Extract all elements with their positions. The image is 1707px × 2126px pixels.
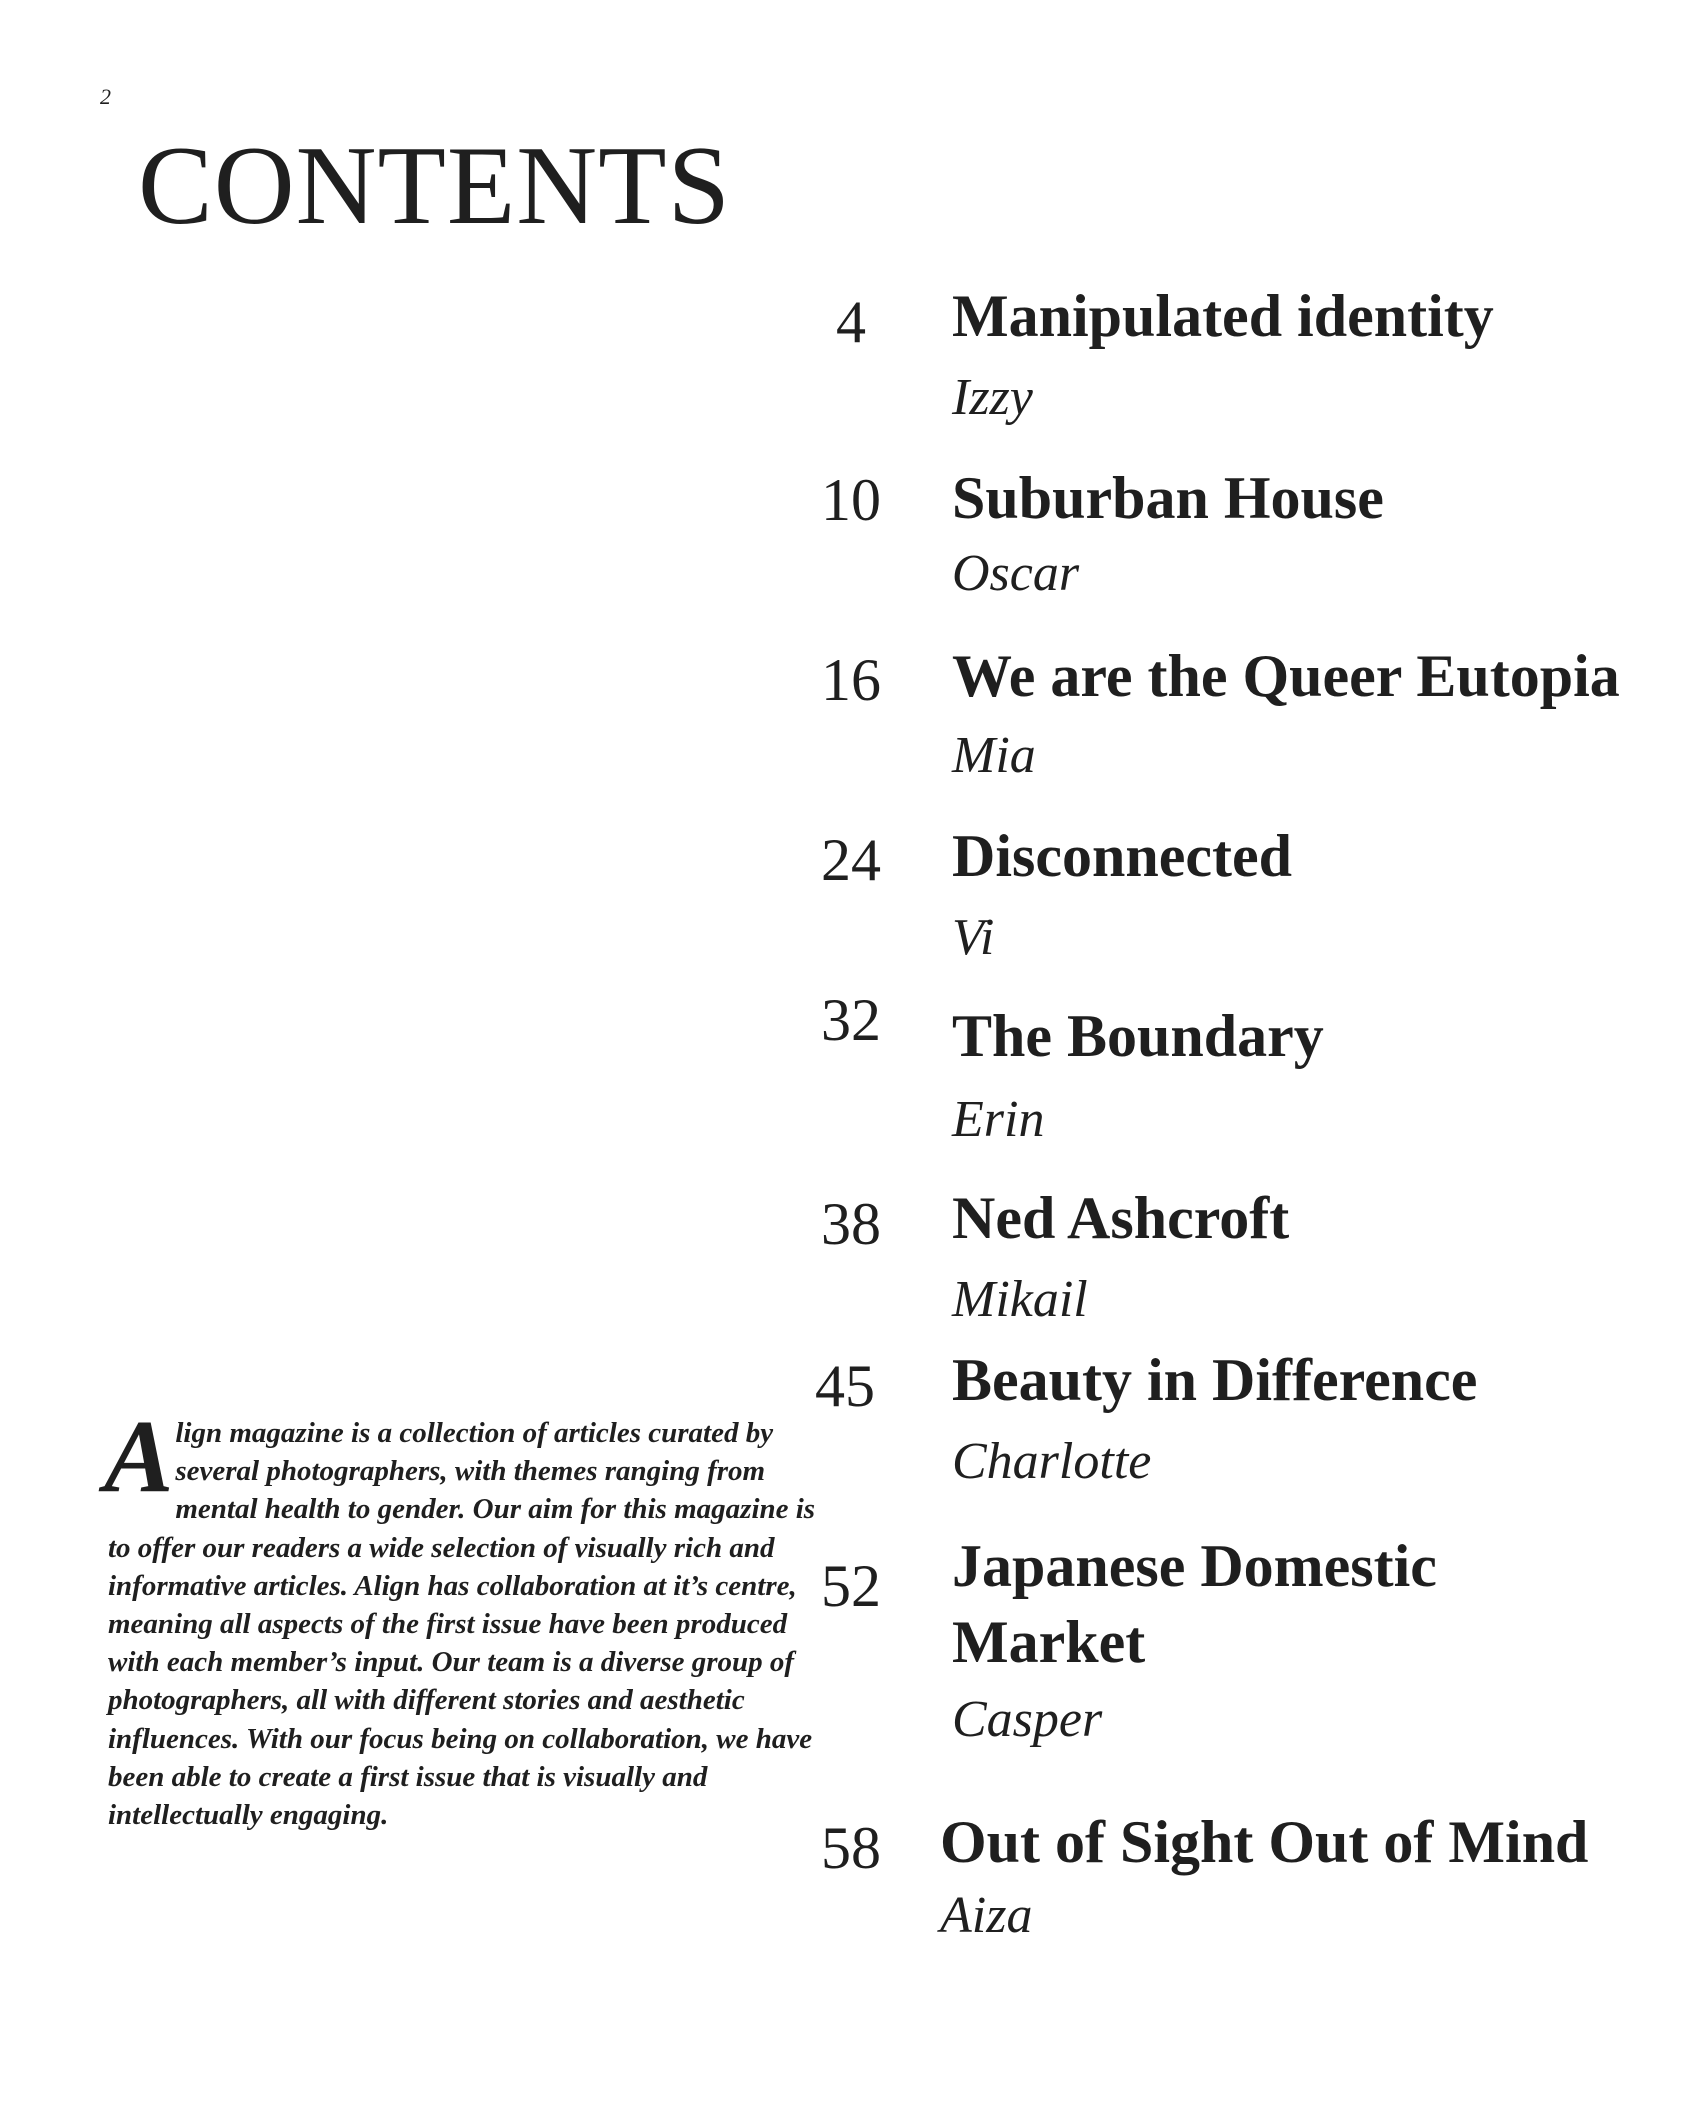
toc-page-number: 10 [821, 467, 881, 533]
toc-author: Casper [952, 1691, 1103, 1748]
page-number: 2 [100, 84, 111, 109]
toc-page-number: 32 [821, 987, 881, 1053]
drop-cap: A [104, 1399, 174, 1514]
toc-author: Mikail [952, 1271, 1088, 1328]
toc-article-title: Beauty in Difference [952, 1347, 1478, 1413]
toc-article-title: We are the Queer Eutopia [952, 643, 1620, 709]
toc-author: Oscar [952, 545, 1080, 602]
toc-article-title: Out of Sight Out of Mind [940, 1809, 1589, 1875]
toc-article-title: Disconnected [952, 823, 1292, 889]
page-title: CONTENTS [138, 124, 731, 248]
intro-paragraph [104, 1399, 820, 1834]
toc-page-number: 58 [821, 1815, 881, 1881]
toc-author: Charlotte [952, 1433, 1152, 1490]
intro-text: lign magazine is a collection of articles curated by several photographers, with themes ranging from mental health to gender. Our aim for this magazine is to offer our readers a wide selection of visually rich and informative articles. Align has collaboration at it’s centre, meaning all aspects of the first issue have been produced with each member’s input. Our team is a diverse group of photographers, all with different stories and aesthetic influences. With our focus being on collaboration, we have been able to create a first issue that is visually and intellectually engaging. [108, 1417, 816, 1832]
toc-author: Mia [952, 727, 1036, 784]
toc-author: Aiza [940, 1887, 1033, 1944]
toc-author: Erin [952, 1091, 1045, 1148]
toc-page-number: 45 [815, 1353, 875, 1419]
toc-page-number: 38 [821, 1191, 881, 1257]
toc-page-number: 24 [821, 827, 881, 893]
toc-author: Izzy [952, 369, 1033, 426]
toc-article-title: Suburban House [952, 465, 1384, 531]
toc-article-title: Japanese Domestic Market [952, 1533, 1437, 1675]
toc-page-number: 16 [821, 647, 881, 713]
toc-article-title: Manipulated identity [952, 283, 1494, 349]
toc-author: Vi [952, 909, 995, 966]
toc-article-title: The Boundary [952, 1003, 1324, 1069]
toc-article-title: Ned Ashcroft [952, 1185, 1290, 1251]
toc-page-number: 52 [821, 1553, 881, 1619]
toc-page-number: 4 [836, 289, 866, 355]
